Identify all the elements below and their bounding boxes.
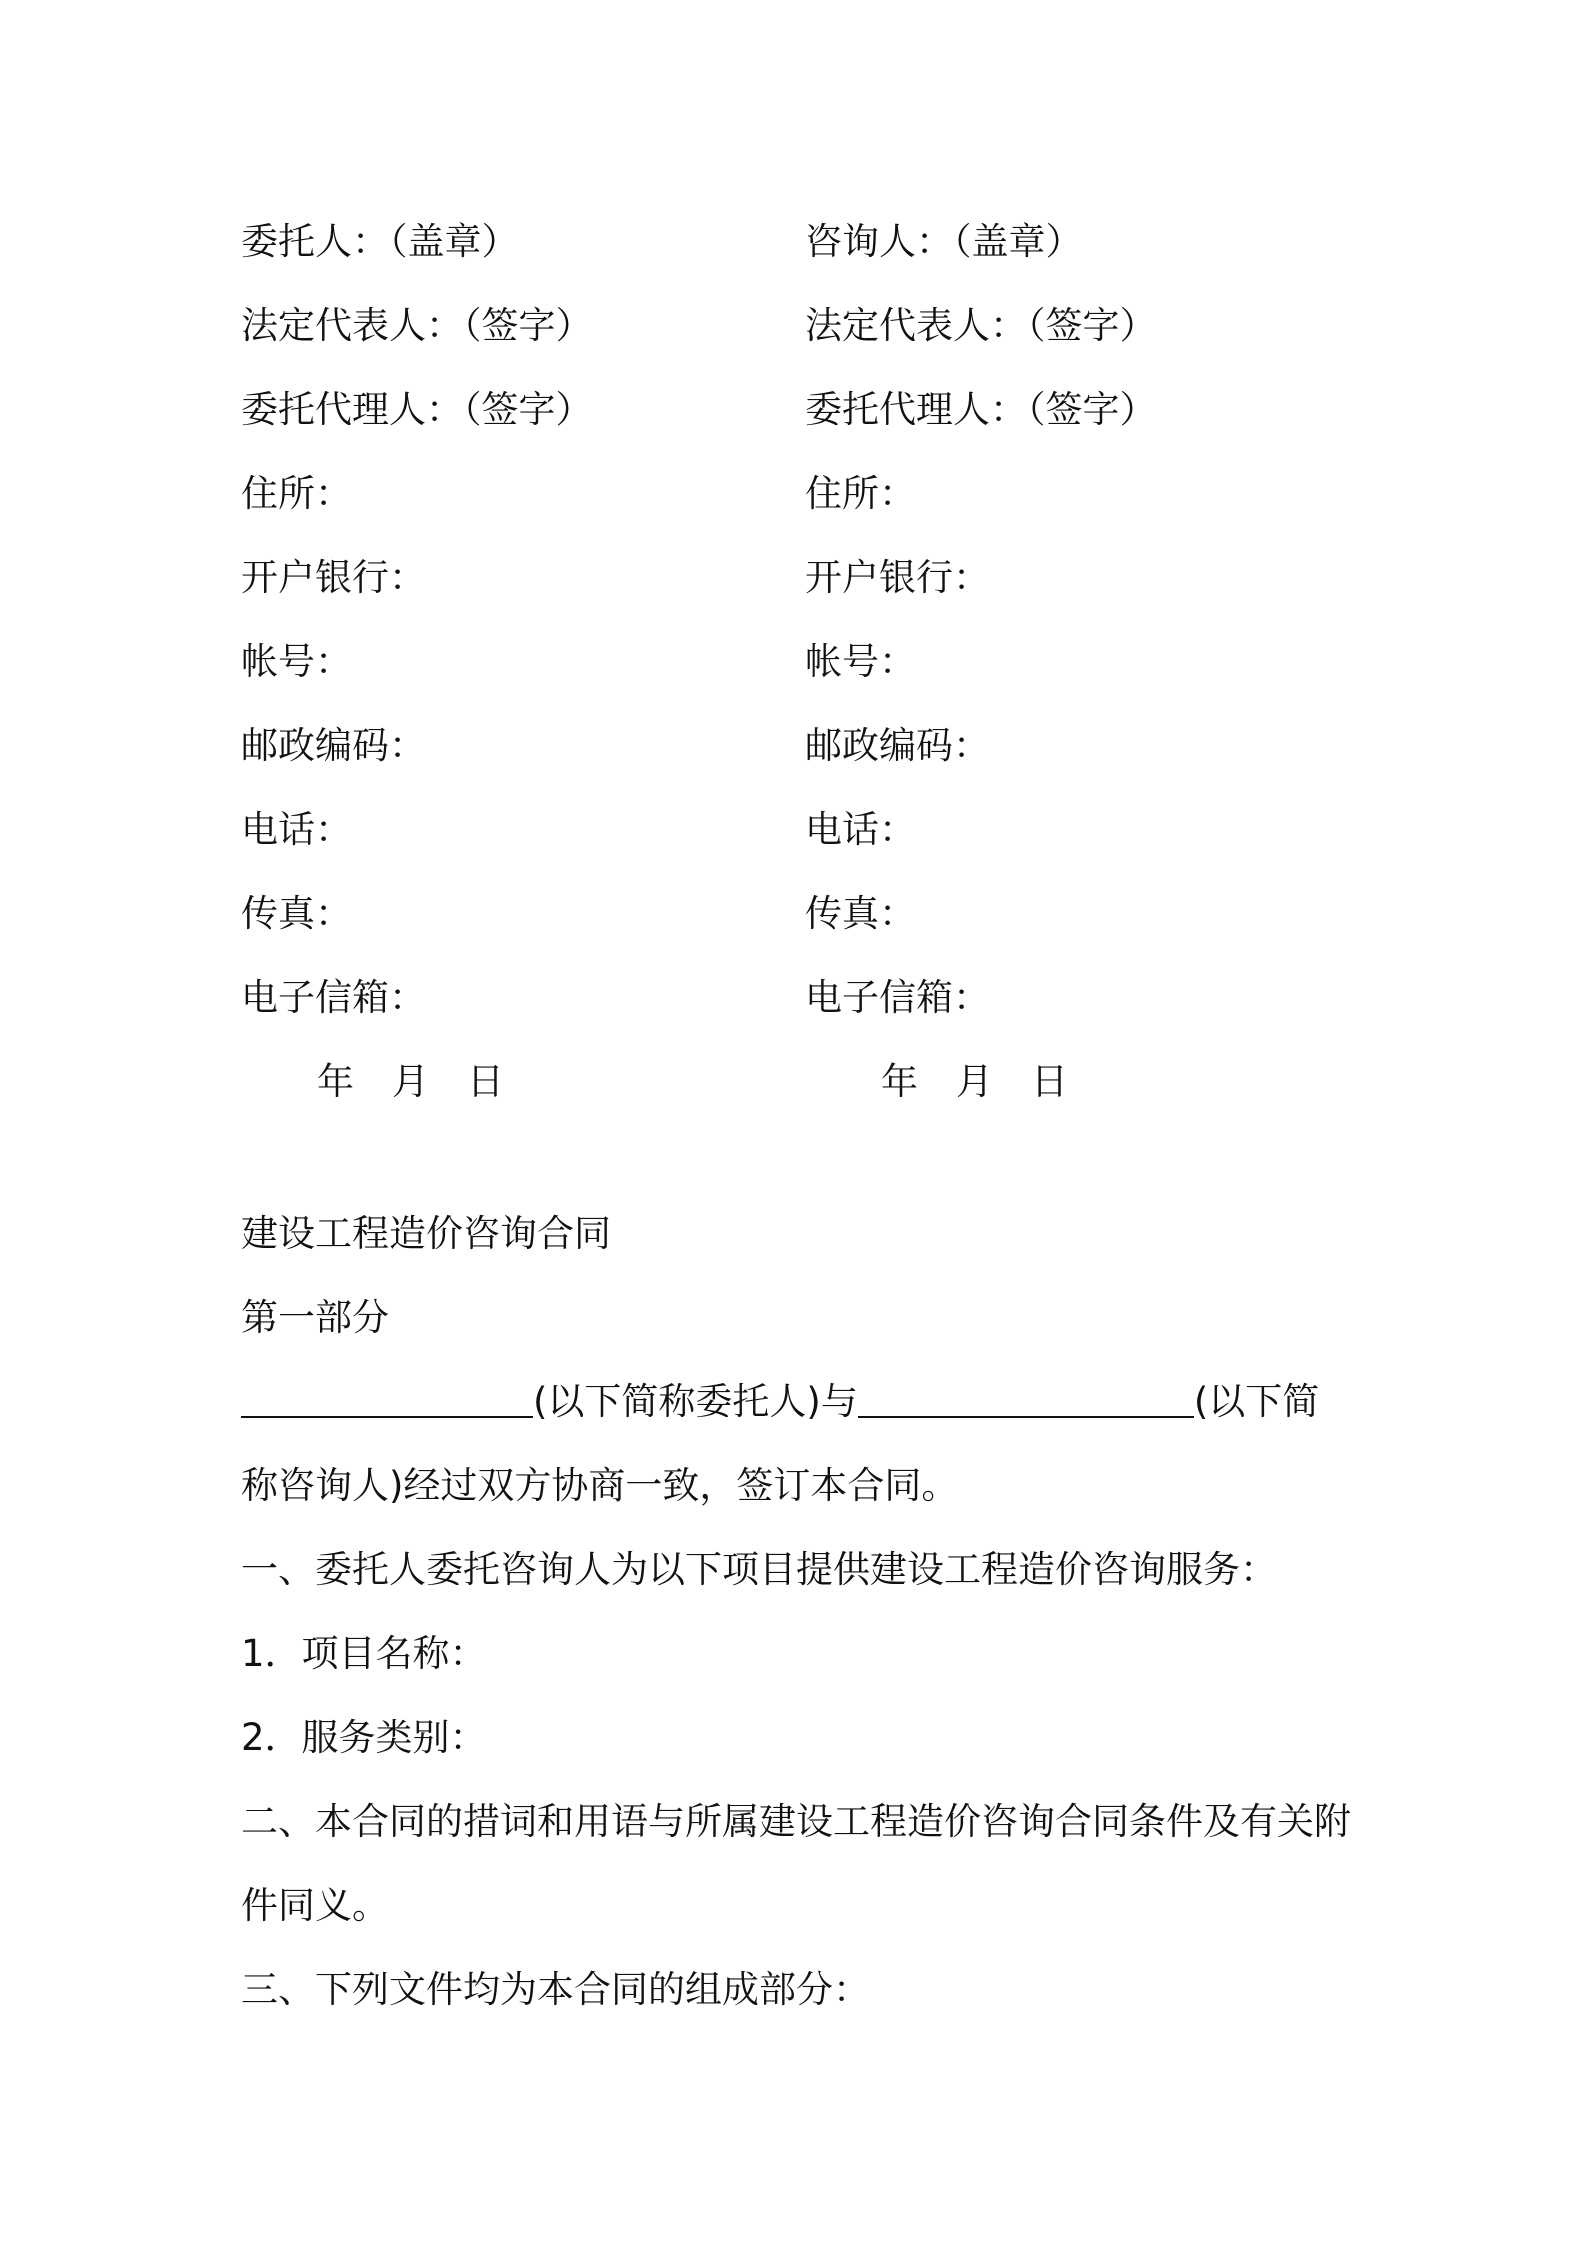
client-bank-label: 开户银行： xyxy=(241,556,426,599)
consultant-phone-label: 电话： xyxy=(805,808,916,851)
consultant-fax-label: 传真： xyxy=(805,892,916,935)
parties-intro-client: (以下简称委托人)与 xyxy=(533,1380,858,1423)
client-date-line xyxy=(241,1040,801,1124)
client-legal-rep-label: 法定代表人：（签字） xyxy=(241,304,593,347)
consultant-date-line xyxy=(805,1040,1365,1124)
client-account-label: 帐号： xyxy=(241,640,352,683)
clause-one: 一、委托人委托咨询人为以下项目提供建设工程造价咨询服务： xyxy=(241,1548,1277,1591)
consultant-date-year: 年 xyxy=(881,1060,918,1103)
consultant-seal-label: 咨询人：（盖章） xyxy=(805,220,1083,263)
consultant-name-blank xyxy=(858,1382,1194,1418)
client-date-day: 日 xyxy=(467,1060,504,1103)
item-project-name: 1．项目名称： xyxy=(241,1632,487,1675)
parties-intro-consultant: (以下简 xyxy=(1193,1380,1320,1423)
consultant-date-day: 日 xyxy=(1031,1060,1068,1103)
clause-two-continuation: 件同义。 xyxy=(241,1884,389,1927)
consultant-legal-rep-label: 法定代表人：（签字） xyxy=(805,304,1157,347)
client-seal-label: 委托人：（盖章） xyxy=(241,220,519,263)
client-address-label: 住所： xyxy=(241,472,352,515)
parties-intro-continuation: 称咨询人)经过双方协商一致，签订本合同。 xyxy=(241,1464,959,1507)
client-phone-label: 电话： xyxy=(241,808,352,851)
client-name-blank xyxy=(241,1382,533,1418)
consultant-account-label: 帐号： xyxy=(805,640,916,683)
item-service-type: 2．服务类别： xyxy=(241,1716,487,1759)
client-fax-label: 传真： xyxy=(241,892,352,935)
consultant-bank-label: 开户银行： xyxy=(805,556,990,599)
parties-intro-line xyxy=(241,1360,1361,1444)
client-agent-label: 委托代理人：（签字） xyxy=(241,388,593,431)
client-date-month: 月 xyxy=(392,1060,429,1103)
client-date-year: 年 xyxy=(317,1060,354,1103)
consultant-postcode-label: 邮政编码： xyxy=(805,724,990,767)
clause-two: 二、本合同的措词和用语与所属建设工程造价咨询合同条件及有关附 xyxy=(241,1800,1351,1843)
contract-part-heading: 第一部分 xyxy=(241,1296,389,1339)
consultant-agent-label: 委托代理人：（签字） xyxy=(805,388,1157,431)
client-signature-block xyxy=(241,200,801,1124)
consultant-address-label: 住所： xyxy=(805,472,916,515)
client-postcode-label: 邮政编码： xyxy=(241,724,426,767)
consultant-date-month: 月 xyxy=(956,1060,993,1103)
clause-three: 三、下列文件均为本合同的组成部分： xyxy=(241,1968,870,2011)
consultant-email-label: 电子信箱： xyxy=(805,976,990,1019)
client-email-label: 电子信箱： xyxy=(241,976,426,1019)
consultant-signature-block xyxy=(805,200,1365,1124)
contract-body xyxy=(241,1192,1361,2032)
contract-title: 建设工程造价咨询合同 xyxy=(241,1212,611,1255)
